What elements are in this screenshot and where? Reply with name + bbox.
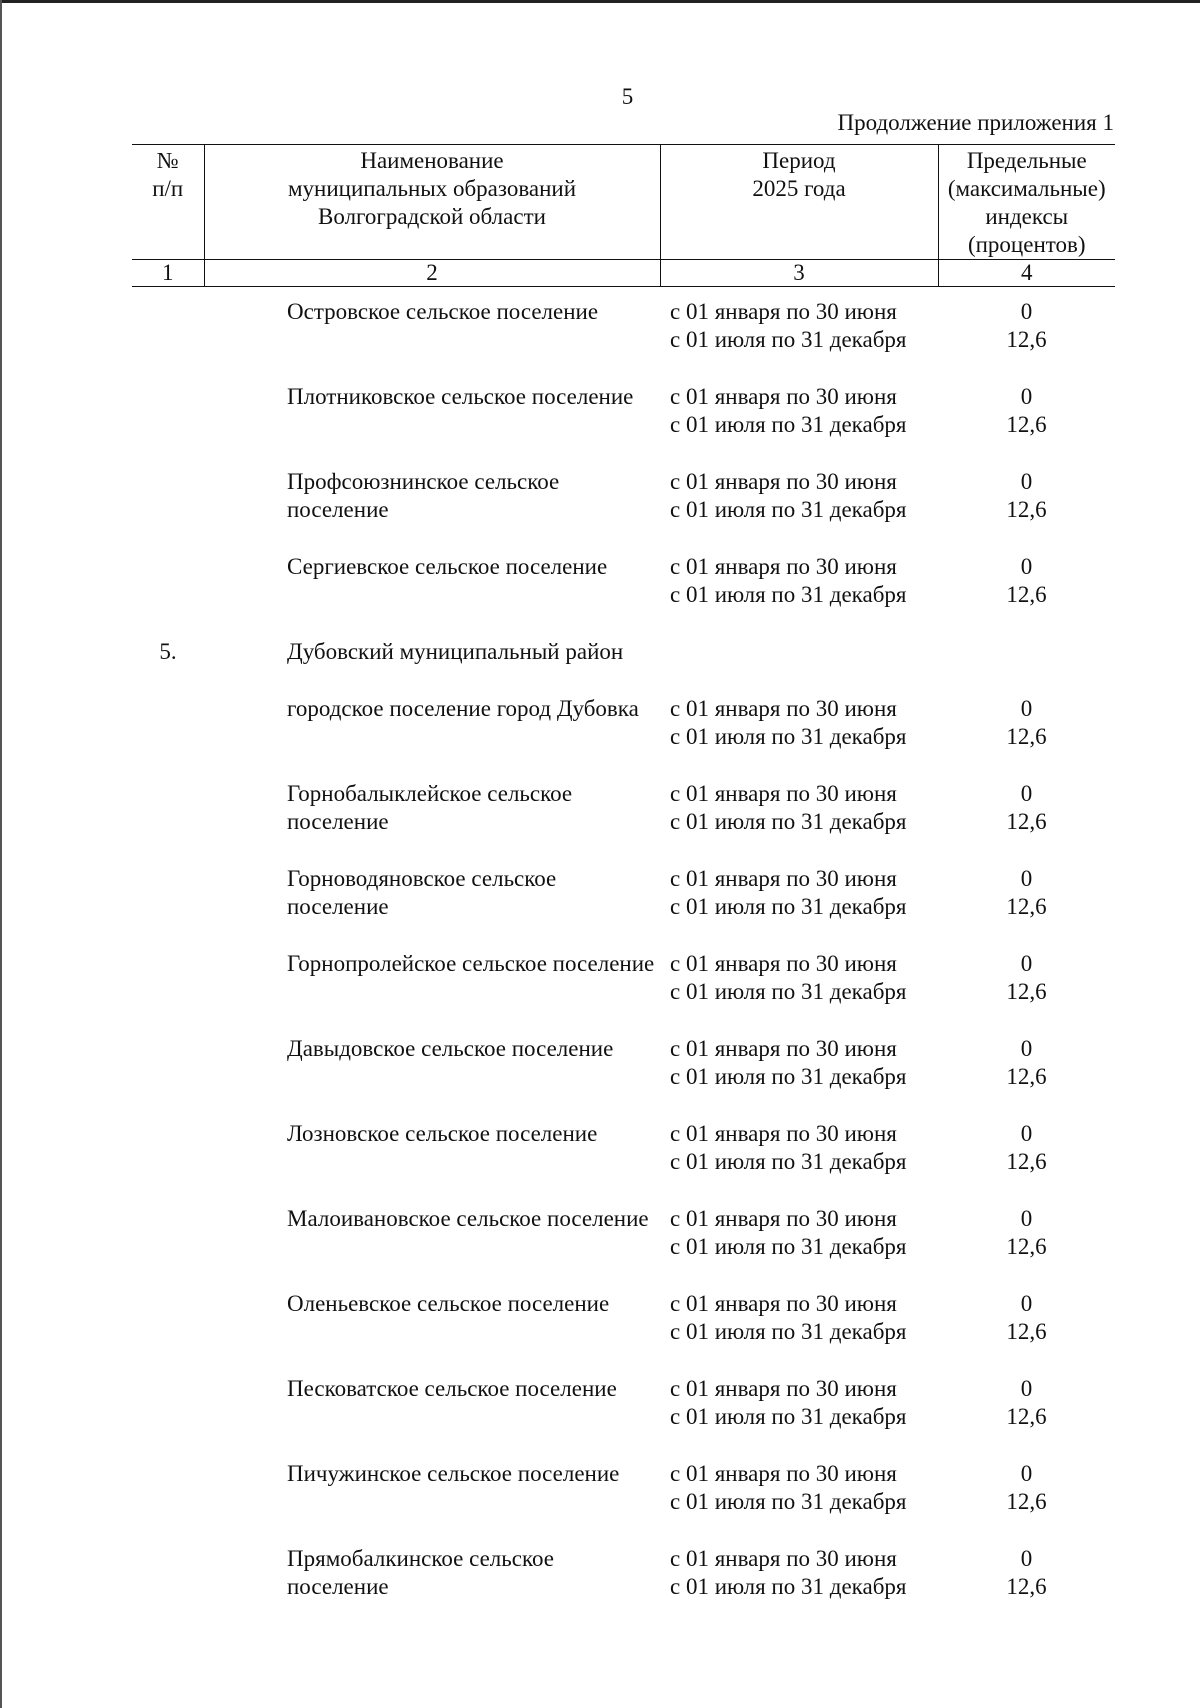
row-periods: [660, 553, 938, 609]
row-period: с 01 января по 30 июня: [670, 384, 897, 409]
page-border-top: [0, 0, 1200, 3]
row-period: с 01 июля по 31 декабря: [670, 327, 907, 352]
row-periods: [660, 950, 938, 1006]
row-number: [132, 1545, 204, 1601]
row-index-value: 0: [1020, 951, 1033, 976]
row-period: с 01 января по 30 июня: [670, 1461, 897, 1486]
table-header: [132, 144, 1115, 287]
row-index-value: 0: [1020, 1376, 1033, 1401]
row-periods: [660, 468, 938, 524]
row-index-value: 12,6: [1006, 582, 1047, 607]
header-col4-line: индексы: [985, 204, 1069, 229]
row-name: Сергиевское сельское поселение: [287, 554, 608, 579]
row-name: Горноводяновское сельское поселение: [287, 866, 557, 919]
row-periods: [660, 1035, 938, 1091]
row-number: [132, 695, 204, 751]
row-indexes: [938, 865, 1115, 921]
row-index-value: 0: [1020, 384, 1033, 409]
row-number: [132, 1205, 204, 1261]
row-period: с 01 июля по 31 декабря: [670, 724, 907, 749]
column-number: 1: [132, 260, 204, 287]
row-number: [132, 1290, 204, 1346]
header-col2-line: Волгоградской области: [318, 204, 546, 229]
header-col4-line: (процентов): [967, 232, 1086, 257]
header-col1-line: №: [156, 148, 179, 173]
row-period: с 01 июля по 31 декабря: [670, 1234, 907, 1259]
row-number: [132, 383, 204, 439]
header-col-index: [938, 145, 1115, 260]
row-period: с 01 июля по 31 декабря: [670, 1149, 907, 1174]
row-name: Песковатское сельское поселение: [287, 1376, 617, 1401]
row-periods: [660, 383, 938, 439]
row-period: с 01 июля по 31 декабря: [670, 1064, 907, 1089]
table-body: [132, 298, 1115, 1630]
row-index-value: 12,6: [1006, 327, 1047, 352]
row-periods: [660, 695, 938, 751]
row-name: Горнопролейское сельское поселение: [287, 951, 655, 976]
row-period: с 01 января по 30 июня: [670, 299, 897, 324]
row-period: с 01 января по 30 июня: [670, 696, 897, 721]
row-name: Пичужинское сельское поселение: [287, 1461, 620, 1486]
row-periods: [660, 298, 938, 354]
table-row: [132, 1035, 1115, 1091]
row-index-value: 12,6: [1006, 1404, 1047, 1429]
row-period: с 01 января по 30 июня: [670, 1546, 897, 1571]
row-number: [132, 865, 204, 921]
row-name: Лозновское сельское поселение: [287, 1121, 598, 1146]
row-period: с 01 января по 30 июня: [670, 1206, 897, 1231]
row-periods: [660, 1205, 938, 1261]
row-period: с 01 января по 30 июня: [670, 951, 897, 976]
row-number: [132, 1035, 204, 1091]
column-number: 4: [938, 260, 1115, 287]
row-indexes: [938, 468, 1115, 524]
row-period: с 01 января по 30 июня: [670, 1036, 897, 1061]
row-indexes: [938, 638, 1115, 666]
row-period: с 01 июля по 31 декабря: [670, 1489, 907, 1514]
district-row: [132, 638, 1115, 666]
row-indexes: [938, 553, 1115, 609]
row-period: с 01 июля по 31 декабря: [670, 809, 907, 834]
row-name: Плотниковское сельское поселение: [287, 384, 634, 409]
row-index-value: 0: [1020, 469, 1033, 494]
row-number: [132, 1375, 204, 1431]
row-name: Дубовский муниципальный район: [287, 639, 624, 664]
row-name: Давыдовское сельское поселение: [287, 1036, 614, 1061]
row-periods: [660, 1120, 938, 1176]
table-row: [132, 553, 1115, 609]
row-number: [132, 780, 204, 836]
row-indexes: [938, 1375, 1115, 1431]
header-row: [132, 145, 1115, 260]
header-col1-line: п/п: [152, 176, 184, 201]
row-period: с 01 июля по 31 декабря: [670, 894, 907, 919]
row-periods: [660, 780, 938, 836]
row-index-value: 0: [1020, 1121, 1033, 1146]
row-index-value: 12,6: [1006, 809, 1047, 834]
row-period: с 01 января по 30 июня: [670, 781, 897, 806]
row-period: с 01 января по 30 июня: [670, 554, 897, 579]
row-period: с 01 июля по 31 декабря: [670, 412, 907, 437]
row-number: [132, 553, 204, 609]
row-periods: [660, 1290, 938, 1346]
row-name: Прямобалкинское сельское поселение: [287, 1546, 554, 1599]
row-index-value: 0: [1020, 866, 1033, 891]
row-indexes: [938, 950, 1115, 1006]
row-number: 5.: [159, 639, 177, 664]
row-indexes: [938, 1290, 1115, 1346]
column-number: 2: [204, 260, 660, 287]
row-index-value: 0: [1020, 1206, 1033, 1231]
row-period: с 01 января по 30 июня: [670, 1121, 897, 1146]
row-indexes: [938, 1205, 1115, 1261]
page-border-left: [0, 0, 2, 1708]
row-number: [132, 298, 204, 354]
row-index-value: 12,6: [1006, 1574, 1047, 1599]
row-periods: [660, 638, 938, 666]
row-index-value: 12,6: [1006, 1064, 1047, 1089]
row-name: Горнобалыклейское сельское поселение: [287, 781, 573, 834]
table-row: [132, 1290, 1115, 1346]
row-period: с 01 июля по 31 декабря: [670, 582, 907, 607]
row-number: [132, 1460, 204, 1516]
row-index-value: 0: [1020, 781, 1033, 806]
row-index-value: 12,6: [1006, 1234, 1047, 1259]
row-index-value: 12,6: [1006, 1319, 1047, 1344]
row-number: [132, 468, 204, 524]
row-period: с 01 января по 30 июня: [670, 866, 897, 891]
table-row: [132, 950, 1115, 1006]
row-number: [132, 1120, 204, 1176]
header-col-name: [204, 145, 660, 260]
row-name: Профсоюзнинское сельское поселение: [287, 469, 560, 522]
row-indexes: [938, 1120, 1115, 1176]
row-indexes: [938, 1460, 1115, 1516]
row-index-value: 0: [1020, 299, 1033, 324]
row-index-value: 12,6: [1006, 724, 1047, 749]
header-col3-line: 2025 года: [752, 176, 846, 201]
header-col-period: [660, 145, 938, 260]
row-period: с 01 января по 30 июня: [670, 1291, 897, 1316]
row-index-value: 12,6: [1006, 894, 1047, 919]
table-row: [132, 865, 1115, 921]
table-row: [132, 1545, 1115, 1601]
header-col3-line: Период: [762, 148, 836, 173]
column-number: 3: [660, 260, 938, 287]
row-index-value: 12,6: [1006, 412, 1047, 437]
table-row: [132, 1375, 1115, 1431]
table-row: [132, 383, 1115, 439]
header-col4-line: Предельные: [966, 148, 1087, 173]
row-period: с 01 июля по 31 декабря: [670, 979, 907, 1004]
column-numbers-row: [132, 260, 1115, 287]
row-period: с 01 июля по 31 декабря: [670, 497, 907, 522]
header-col-number: [132, 145, 204, 260]
header-col4-line: (максимальные): [947, 176, 1106, 201]
row-index-value: 0: [1020, 1546, 1033, 1571]
row-indexes: [938, 780, 1115, 836]
table-row: [132, 695, 1115, 751]
row-indexes: [938, 1545, 1115, 1601]
row-period: с 01 января по 30 июня: [670, 1376, 897, 1401]
table-row: [132, 468, 1115, 524]
row-index-value: 12,6: [1006, 979, 1047, 1004]
row-indexes: [938, 695, 1115, 751]
row-index-value: 12,6: [1006, 1489, 1047, 1514]
header-col2-line: Наименование: [360, 148, 504, 173]
row-period: с 01 июля по 31 декабря: [670, 1319, 907, 1344]
table-row: [132, 298, 1115, 354]
row-index-value: 0: [1020, 1461, 1033, 1486]
row-periods: [660, 1375, 938, 1431]
row-period: с 01 июля по 31 декабря: [670, 1404, 907, 1429]
row-index-value: 0: [1020, 1036, 1033, 1061]
row-index-value: 12,6: [1006, 1149, 1047, 1174]
row-index-value: 0: [1020, 1291, 1033, 1316]
page-number: 5: [621, 84, 634, 109]
row-index-value: 0: [1020, 554, 1033, 579]
row-index-value: 0: [1020, 696, 1033, 721]
row-indexes: [938, 1035, 1115, 1091]
row-periods: [660, 1460, 938, 1516]
header-col2-line: муниципальных образований: [287, 176, 577, 201]
table-row: [132, 1205, 1115, 1261]
row-number: [132, 950, 204, 1006]
row-indexes: [938, 298, 1115, 354]
row-name: городское поселение город Дубовка: [287, 696, 639, 721]
row-indexes: [938, 383, 1115, 439]
row-index-value: 12,6: [1006, 497, 1047, 522]
row-periods: [660, 865, 938, 921]
row-periods: [660, 1545, 938, 1601]
row-name: Островское сельское поселение: [287, 299, 599, 324]
table-row: [132, 1460, 1115, 1516]
row-name: Малоивановское сельское поселение: [287, 1206, 649, 1231]
row-name: Оленьевское сельское поселение: [287, 1291, 610, 1316]
appendix-note: Продолжение приложения 1: [837, 110, 1114, 135]
table-row: [132, 780, 1115, 836]
row-period: с 01 января по 30 июня: [670, 469, 897, 494]
row-period: с 01 июля по 31 декабря: [670, 1574, 907, 1599]
table-row: [132, 1120, 1115, 1176]
